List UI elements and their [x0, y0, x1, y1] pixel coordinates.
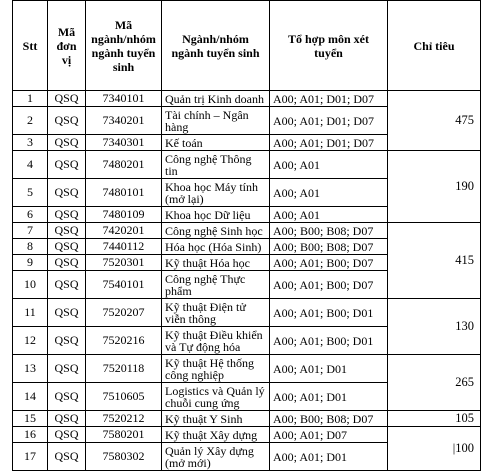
cell-name: Hóa học (Hóa Sinh) [162, 239, 270, 255]
cell-code: 7440112 [86, 239, 162, 255]
cell-stt: 11 [13, 299, 48, 327]
table-row [13, 427, 481, 443]
header-quota: Chỉ tiêu [388, 1, 481, 91]
cell-unit: QSQ [48, 383, 86, 411]
cell-name: Kỹ thuật Xây dựng [162, 427, 270, 443]
cell-unit: QSQ [48, 411, 86, 427]
header-major-name: Ngành/nhóm ngành tuyển sinh [162, 1, 270, 91]
cell-combo: A00; A01; B00; D07 [270, 255, 388, 271]
cell-stt: 10 [13, 271, 48, 299]
cell-combo: A00; A01; D07 [270, 427, 388, 443]
cell-quota: 265 [388, 355, 481, 411]
cell-stt: 4 [13, 151, 48, 179]
cell-stt: 17 [13, 443, 48, 471]
cell-unit: QSQ [48, 179, 86, 207]
cell-combo: A00; B00; B08; D07 [270, 411, 388, 427]
cell-name: Kỹ thuật Y Sinh [162, 411, 270, 427]
cell-combo: A00; A01; D01 [270, 383, 388, 411]
cell-code: 7520301 [86, 255, 162, 271]
admission-quota-table [12, 0, 481, 471]
cell-combo: A00; A01; D01; D07 [270, 107, 388, 135]
cell-stt: 9 [13, 255, 48, 271]
cell-unit: QSQ [48, 207, 86, 223]
cell-code: 7540101 [86, 271, 162, 299]
table-row [13, 355, 481, 383]
header-unit-code: Mã đơn vị [48, 1, 86, 91]
header-row [13, 1, 481, 91]
header-major-code: Mã ngành/nhóm ngành tuyển sinh [86, 1, 162, 91]
cell-unit: QSQ [48, 299, 86, 327]
cell-stt: 5 [13, 179, 48, 207]
cell-name: Công nghệ Thông tin [162, 151, 270, 179]
header-stt: Stt [13, 1, 48, 91]
cell-code: 7580201 [86, 427, 162, 443]
cell-unit: QSQ [48, 239, 86, 255]
cell-quota: 105 [388, 411, 481, 427]
cell-code: 7340101 [86, 91, 162, 107]
cell-unit: QSQ [48, 327, 86, 355]
cell-unit: QSQ [48, 255, 86, 271]
cell-combo: A00; B00; B08; D07 [270, 239, 388, 255]
cell-stt: 7 [13, 223, 48, 239]
cell-quota: 130 [388, 299, 481, 355]
cell-code: 7510605 [86, 383, 162, 411]
cell-name: Kỹ thuật Hệ thống công nghiệp [162, 355, 270, 383]
cell-unit: QSQ [48, 355, 86, 383]
table-row [13, 299, 481, 327]
cell-unit: QSQ [48, 91, 86, 107]
cell-stt: 13 [13, 355, 48, 383]
cell-name: Logistics và Quản lý chuỗi cung ứng [162, 383, 270, 411]
cell-combo: A00; A01; D01; D07 [270, 135, 388, 151]
cell-stt: 1 [13, 91, 48, 107]
cell-name: Kỹ thuật Điện tử viễn thông [162, 299, 270, 327]
cell-unit: QSQ [48, 427, 86, 443]
cell-combo: A00; B00; B08; D07 [270, 223, 388, 239]
cell-stt: 16 [13, 427, 48, 443]
cell-code: 7340301 [86, 135, 162, 151]
cell-combo: A00; A01; B00; D01 [270, 299, 388, 327]
table-row [13, 223, 481, 239]
cell-code: 7520207 [86, 299, 162, 327]
cell-name: Khoa học Máy tính (mở lại) [162, 179, 270, 207]
cell-code: 7480101 [86, 179, 162, 207]
cell-quota: |100 [388, 427, 481, 471]
cell-name: Quản lý Xây dựng (mở mới) [162, 443, 270, 471]
cell-name: Quản trị Kinh doanh [162, 91, 270, 107]
cell-code: 7420201 [86, 223, 162, 239]
cell-code: 7480109 [86, 207, 162, 223]
cell-combo: A00; A01; D01 [270, 443, 388, 471]
table-row [13, 151, 481, 179]
cell-quota: 190 [388, 151, 481, 223]
table-row [13, 91, 481, 107]
cell-stt: 15 [13, 411, 48, 427]
cell-stt: 3 [13, 135, 48, 151]
cell-stt: 14 [13, 383, 48, 411]
cell-combo: A00; A01 [270, 207, 388, 223]
cell-name: Khoa học Dữ liệu [162, 207, 270, 223]
cell-stt: 8 [13, 239, 48, 255]
cell-quota: 475 [388, 91, 481, 151]
admission-table-sheet [12, 0, 480, 470]
table-row [13, 411, 481, 427]
cell-unit: QSQ [48, 135, 86, 151]
cell-quota: 415 [388, 223, 481, 299]
cell-name: Tài chính – Ngân hàng [162, 107, 270, 135]
cell-name: Kỹ thuật Hóa học [162, 255, 270, 271]
cell-code: 7520216 [86, 327, 162, 355]
cell-code: 7520118 [86, 355, 162, 383]
cell-code: 7480201 [86, 151, 162, 179]
header-subject-combo: Tổ hợp môn xét tuyển [270, 1, 388, 91]
cell-stt: 2 [13, 107, 48, 135]
cell-name: Kế toán [162, 135, 270, 151]
cell-combo: A00; A01; D01 [270, 355, 388, 383]
cell-name: Kỹ thuật Điều khiển và Tự động hóa [162, 327, 270, 355]
cell-combo: A00; A01 [270, 151, 388, 179]
cell-unit: QSQ [48, 107, 86, 135]
cell-unit: QSQ [48, 271, 86, 299]
cell-combo: A00; A01; B00; D01 [270, 327, 388, 355]
cell-unit: QSQ [48, 151, 86, 179]
cell-combo: A00; A01 [270, 179, 388, 207]
cell-name: Công nghệ Sinh học [162, 223, 270, 239]
cell-unit: QSQ [48, 223, 86, 239]
cell-code: 7340201 [86, 107, 162, 135]
cell-combo: A00; A01; D01; D07 [270, 91, 388, 107]
cell-code: 7580302 [86, 443, 162, 471]
cell-stt: 12 [13, 327, 48, 355]
cell-combo: A00; A01; B00; D07 [270, 271, 388, 299]
cell-stt: 6 [13, 207, 48, 223]
cell-code: 7520212 [86, 411, 162, 427]
cell-unit: QSQ [48, 443, 86, 471]
cell-name: Công nghệ Thực phẩm [162, 271, 270, 299]
